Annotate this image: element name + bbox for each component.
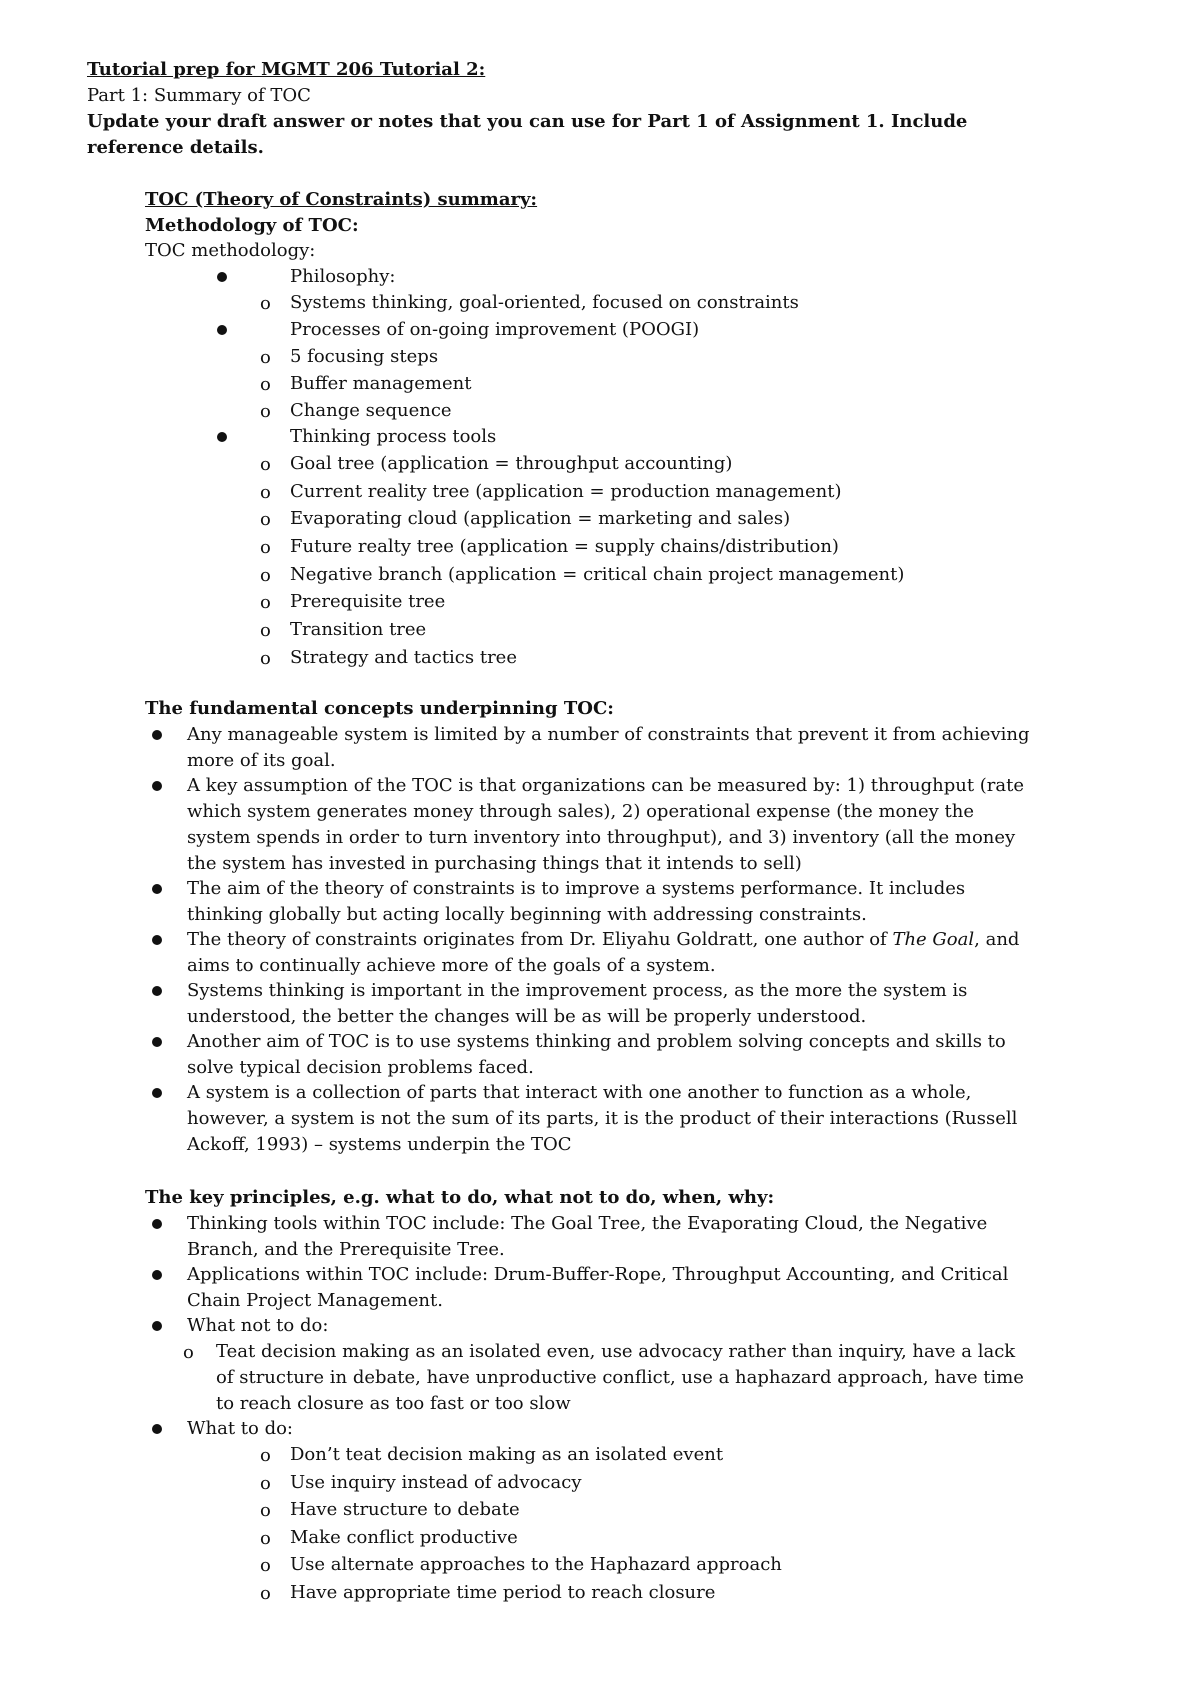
- bullet-icon: [152, 730, 162, 740]
- list-item: Applications within TOC include: Drum-Buffer-Rope, Throughput Accounting, and Critical Chain Project Management.: [187, 1264, 1009, 1311]
- instruction-text: Update your draft answer or notes that you can use for Part 1 of Assignment 1. Include reference details.: [87, 111, 968, 158]
- principles-heading: The key principles, e.g. what to do, what not to do, when, why:: [145, 1187, 775, 1208]
- list-item: A system is a collection of parts that interact with one another to function as a whole, however, a system is not the sum of its parts, it is the product of their interactions (Russell Ackoff, 1993) – systems underpin the TOC: [187, 1082, 1018, 1155]
- list-item: Negative branch (application = critical chain project management): [290, 564, 905, 585]
- list-item: Use alternate approaches to the Haphazard approach: [290, 1554, 782, 1575]
- sub-bullet-icon: o: [260, 620, 271, 641]
- goldratt-text-after: , and aims to continually achieve more of the goals of a system.: [187, 929, 1020, 976]
- bullet-icon: [217, 432, 227, 442]
- methodology-heading: Methodology of TOC:: [145, 215, 359, 236]
- sub-bullet-icon: o: [260, 592, 271, 613]
- bullet-icon: [152, 884, 162, 894]
- list-item: The aim of the theory of constraints is to improve a systems performance. It includes thinking globally but acting locally beginning with addressing constraints.: [187, 878, 966, 925]
- list-item: Strategy and tactics tree: [290, 647, 517, 668]
- sub-bullet-icon: o: [260, 401, 271, 422]
- methodology-intro: TOC methodology:: [145, 240, 316, 261]
- sub-bullet-icon: o: [260, 1583, 271, 1604]
- sub-bullet-icon: o: [260, 648, 271, 669]
- bullet-icon: [217, 272, 227, 282]
- list-item: Thinking tools within TOC include: The Goal Tree, the Evaporating Cloud, the Negative Branch, and the Prerequisite Tree.: [187, 1213, 988, 1260]
- bullet-icon: [152, 1219, 162, 1229]
- sub-bullet-icon: o: [260, 482, 271, 503]
- list-item: Use inquiry instead of advocacy: [290, 1472, 582, 1493]
- list-item: Don’t teat decision making as an isolated event: [290, 1444, 724, 1465]
- bullet-icon: [152, 1037, 162, 1047]
- sub-bullet-icon: o: [260, 565, 271, 586]
- sub-bullet-icon: o: [260, 374, 271, 395]
- sub-bullet-icon: o: [260, 1473, 271, 1494]
- bullet-icon: [217, 325, 227, 335]
- list-item: Have structure to debate: [290, 1499, 520, 1520]
- sub-bullet-icon: o: [260, 1528, 271, 1549]
- sub-bullet-icon: o: [260, 509, 271, 530]
- list-item: Buffer management: [290, 373, 472, 394]
- sub-bullet-icon: o: [260, 1555, 271, 1576]
- bullet-icon: [152, 935, 162, 945]
- list-item: Teat decision making as an isolated even, use advocacy rather than inquiry, have a lack of structure in debate, have unproductive conflict, use a haphazard approach, have time to reach closure as too fast or too slow: [216, 1341, 1024, 1414]
- list-item: Any manageable system is limited by a number of constraints that prevent it from achieving more of its goal.: [187, 724, 1030, 771]
- sub-bullet-icon: o: [260, 454, 271, 475]
- list-item: Systems thinking, goal-oriented, focused on constraints: [290, 292, 799, 313]
- document-title: Tutorial prep for MGMT 206 Tutorial 2:: [87, 59, 486, 80]
- group-label-poogi: Processes of on-going improvement (POOGI): [290, 319, 700, 340]
- summary-heading: TOC (Theory of Constraints) summary:: [145, 189, 538, 210]
- list-item: 5 focusing steps: [290, 346, 439, 367]
- goldratt-text-before: The theory of constraints originates from Dr. Eliyahu Goldratt, one author of: [187, 929, 893, 950]
- book-title: The Goal: [892, 929, 975, 950]
- list-item: Future realty tree (application = supply chains/distribution): [290, 536, 839, 557]
- list-item-what-to-do: What to do:: [187, 1418, 293, 1439]
- sub-bullet-icon: o: [260, 1445, 271, 1466]
- part-heading: Part 1: Summary of TOC: [87, 85, 311, 106]
- group-label-philosophy: Philosophy:: [290, 266, 396, 287]
- bullet-icon: [152, 1088, 162, 1098]
- list-item-goldratt: [187, 927, 1037, 979]
- list-item: Change sequence: [290, 400, 452, 421]
- list-item: Current reality tree (application = production management): [290, 481, 842, 502]
- sub-bullet-icon: o: [183, 1342, 194, 1363]
- list-item: Make conflict productive: [290, 1527, 518, 1548]
- sub-bullet-icon: o: [260, 1500, 271, 1521]
- list-item: Have appropriate time period to reach closure: [290, 1582, 716, 1603]
- list-item-what-not-to-do: What not to do:: [187, 1315, 329, 1336]
- group-label-thinking-tools: Thinking process tools: [290, 426, 497, 447]
- bullet-icon: [152, 986, 162, 996]
- bullet-icon: [152, 1321, 162, 1331]
- list-item: Evaporating cloud (application = marketing and sales): [290, 508, 791, 529]
- list-item: Goal tree (application = throughput accounting): [290, 453, 733, 474]
- list-item: Another aim of TOC is to use systems thinking and problem solving concepts and skills to solve typical decision problems faced.: [187, 1031, 1006, 1078]
- sub-bullet-icon: o: [260, 293, 271, 314]
- concepts-heading: The fundamental concepts underpinning TOC:: [145, 698, 614, 719]
- list-item: Prerequisite tree: [290, 591, 446, 612]
- list-item: Systems thinking is important in the improvement process, as the more the system is understood, the better the changes will be as will be properly understood.: [187, 980, 968, 1027]
- sub-bullet-icon: o: [260, 537, 271, 558]
- bullet-icon: [152, 1270, 162, 1280]
- sub-bullet-icon: o: [260, 347, 271, 368]
- bullet-icon: [152, 1424, 162, 1434]
- list-item: Transition tree: [290, 619, 427, 640]
- bullet-icon: [152, 781, 162, 791]
- list-item: A key assumption of the TOC is that organizations can be measured by: 1) throughput (rate which system generates money through sales), 2) operational expense (the money the system spends in order to turn inventory into throughput), and 3) inventory (all the money the system has invested in purchasing things that it intends to sell): [187, 775, 1025, 874]
